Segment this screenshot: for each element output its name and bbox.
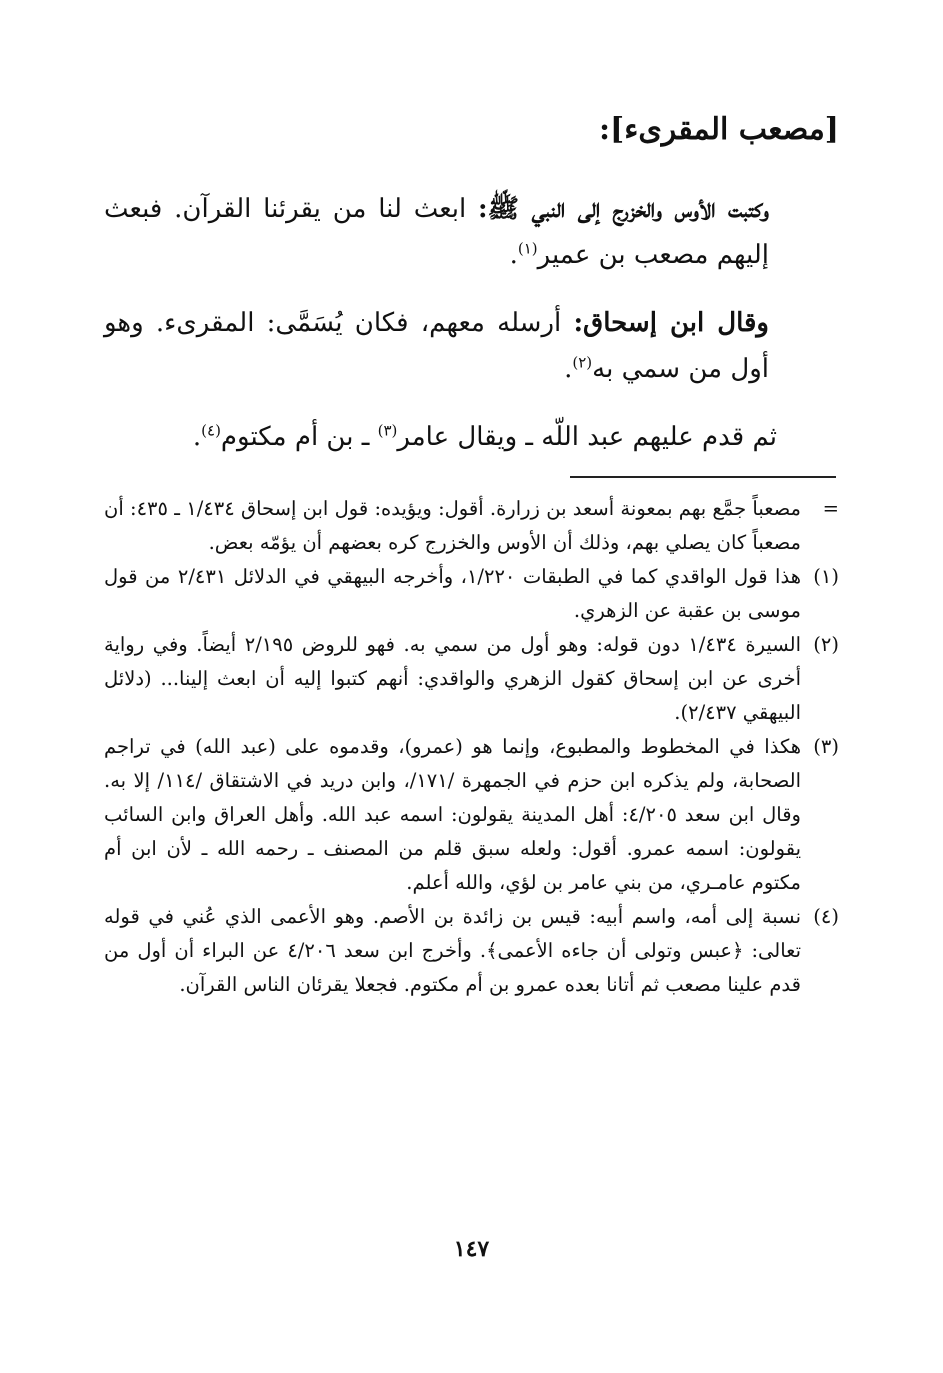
footnote-ref-3: (٣) <box>377 421 398 440</box>
footnote-text: نسبة إلى أمه، واسم أبيه: قيس بن زائدة بن الأصم. وهو الأعمى الذي عُني في قوله تعالى: ﴿عبس وتولى أن جاءه الأعمى﴾. وأخرج ابن سعد ٤/٢٠٦ عن البراء أن أول من قدم علينا مصعب ثم أتانا بعده عمرو بن أم مكتوم. فجعلا يقرئان الناس القرآن. <box>104 905 801 996</box>
footnote-text: السيرة ١/٤٣٤ دون قوله: وهو أول من سمي به. فهو للروض ٢/١٩٥ أيضاً. وفي رواية أخرى عن ابن إسحاق كقول الزهري والواقدي: أنهم كتبوا إليه أن ابعث إلينا... (دلائل البيهقي ٢/٤٣٧). <box>104 633 801 724</box>
footnote-2 <box>104 628 839 730</box>
paragraph-2 <box>104 300 839 392</box>
page-number: ١٤٧ <box>453 1236 490 1262</box>
paragraph-2-text: أرسله معهم، فكان يُسَمَّى: المقرىء. وهو أول من سمي به <box>104 308 769 384</box>
footnotes <box>104 492 839 1002</box>
footnote-marker: (٢) <box>813 633 839 656</box>
paragraph-3-text-a: ثم قدم عليهم عبد اللّه ـ ويقال عامر <box>397 422 777 452</box>
footnote-ref-1: (١) <box>517 239 538 258</box>
footnote-marker: = <box>822 497 839 520</box>
footnote-4 <box>104 900 839 1002</box>
section-heading: [مصعب المقرىء]: <box>598 112 839 147</box>
paragraph-2-lead: وقال ابن إسحاق: <box>573 308 769 338</box>
footnote-ref-2: (٢) <box>572 353 593 372</box>
footnote-text: مصعباً جمَّع بهم بمعونة أسعد بن زرارة. أقول: ويؤيده: قول ابن إسحاق ١/٤٣٤ ـ ٤٣٥: أن مصعباً كان يصلي بهم، وذلك أن الأوس والخزرج كره بعضهم أن يؤمّه بعض. <box>104 497 801 554</box>
footnote-3 <box>104 730 839 900</box>
footnote-text: هذا قول الواقدي كما في الطبقات ١/٢٢٠، وأخرجه البيهقي في الدلائل ٢/٤٣١ من قول موسى بن عقبة عن الزهري. <box>104 565 801 622</box>
paragraph-1-text: ابعث لنا من يقرئنا القرآن. فبعث إليهم مصعب بن عمير <box>104 194 769 270</box>
footnote-ref-4: (٤) <box>201 421 221 440</box>
paragraph-2-tail: . <box>564 354 573 384</box>
footnote-marker: (٤) <box>813 905 839 928</box>
paragraph-1-tail: . <box>509 240 518 270</box>
paragraph-3-tail: . <box>192 422 202 452</box>
paragraph-3-text-b: ـ بن أم مكتوم <box>220 422 378 452</box>
paragraph-1 <box>104 186 839 278</box>
footnote-marker: (١) <box>813 565 839 588</box>
footnote-1 <box>104 560 839 628</box>
footnote-text: هكذا في المخطوط والمطبوع، وإنما هو (عمرو)، وقدموه على (عبد الله) في تراجم الصحابة، ولم يذكره ابن حزم في الجمهرة /١٧١/، وابن دريد في الاشتقاق /١١٤/ إلا به. وقال ابن سعد ٤/٢٠٥: أهل المدينة يقولون: اسمه عبد الله. وأهل العراق وابن السائب يقولون: اسمه عمرو. أقول: ولعله سبق قلم من المصنف ـ رحمه الله ـ لأن ابن أم مكتوم عامـري، من بني عامر بن لؤي، والله أعلم. <box>104 735 802 894</box>
paragraph-1-lead: وكتبت الأوس والخزرج إلى النبي ﷺ: <box>478 194 769 224</box>
footnote-marker: (٣) <box>813 735 839 758</box>
footnote-separator <box>570 476 836 478</box>
footnote-continued <box>104 492 839 560</box>
paragraph-3 <box>104 414 839 460</box>
